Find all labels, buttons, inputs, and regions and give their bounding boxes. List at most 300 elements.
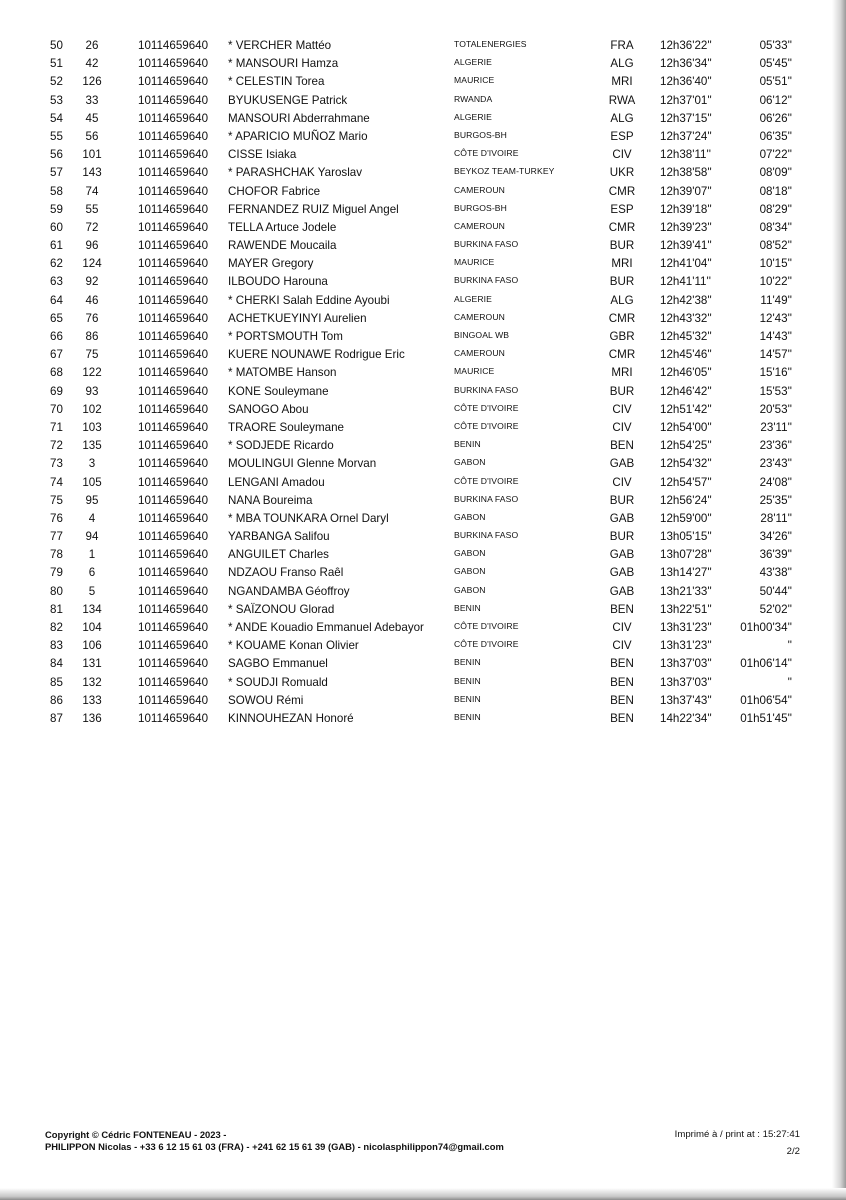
bib-cell: 3 <box>88 457 96 471</box>
uci-id-cell: 10114659640 <box>138 475 209 489</box>
table-row <box>0 255 846 273</box>
rank-cell: 60 <box>50 220 63 234</box>
table-row <box>0 474 846 492</box>
table-row <box>0 37 846 55</box>
nation-cell: BEN <box>610 693 634 707</box>
gap-cell: 08'09'' <box>759 166 792 180</box>
bib-cell: 72 <box>85 220 99 234</box>
uci-id-cell: 10114659640 <box>138 439 209 453</box>
rank-cell: 87 <box>50 711 63 725</box>
bib-cell: 76 <box>85 311 99 325</box>
time-cell: 13h37'03'' <box>660 675 712 689</box>
uci-id-cell: 10114659640 <box>138 75 209 89</box>
uci-id-cell: 10114659640 <box>138 129 209 143</box>
gap-cell: 10'15'' <box>759 257 792 271</box>
table-row <box>0 364 846 382</box>
time-cell: 12h39'41'' <box>660 239 712 253</box>
nation-cell: GAB <box>609 457 635 471</box>
table-row <box>0 346 846 364</box>
uci-id-cell: 10114659640 <box>138 239 209 253</box>
table-row <box>0 710 846 728</box>
rider-name-cell: * CHERKI Salah Eddine Ayoubi <box>228 293 390 307</box>
uci-id-cell: 10114659640 <box>138 148 209 162</box>
bib-cell: 133 <box>82 693 102 707</box>
rank-cell: 71 <box>50 420 63 434</box>
rider-name-cell: TELLA Artuce Jodele <box>228 220 337 234</box>
team-cell: CÔTE D'IVOIRE <box>454 621 519 631</box>
gap-cell: 08'52'' <box>759 239 792 253</box>
nation-cell: ESP <box>610 129 634 143</box>
rank-cell: 78 <box>50 548 63 562</box>
rider-name-cell: NGANDAMBA Géoffroy <box>228 584 350 598</box>
gap-cell: 08'34'' <box>759 220 792 234</box>
table-row <box>0 146 846 164</box>
team-cell: BURGOS-BH <box>454 202 507 213</box>
table-row <box>0 219 846 237</box>
gap-cell: 01h00'34'' <box>740 621 792 634</box>
uci-id-cell: 10114659640 <box>138 511 209 525</box>
time-cell: 13h31'23'' <box>660 621 712 634</box>
page-edge-shadow-right <box>832 0 846 1200</box>
table-row <box>0 437 846 455</box>
time-cell: 12h42'38'' <box>660 293 712 307</box>
bib-cell: 45 <box>85 111 99 125</box>
rank-cell: 56 <box>50 148 63 162</box>
bib-cell: 75 <box>85 348 99 362</box>
bib-cell: 134 <box>82 602 102 616</box>
uci-id-cell: 10114659640 <box>138 275 209 289</box>
nation-cell: CIV <box>612 639 632 653</box>
table-row <box>0 619 846 637</box>
gap-cell: 14'43'' <box>759 330 792 343</box>
rider-name-cell: * ANDE Kouadio Emmanuel Adebayor <box>228 621 424 634</box>
rider-name-cell: * MANSOURI Hamza <box>228 57 339 71</box>
nation-cell: BEN <box>610 657 634 671</box>
table-row <box>0 637 846 655</box>
table-row <box>0 492 846 510</box>
uci-id-cell: 10114659640 <box>138 293 209 307</box>
rider-name-cell: KINNOUHEZAN Honoré <box>228 711 354 725</box>
uci-id-cell: 10114659640 <box>138 675 209 689</box>
rank-cell: 51 <box>50 57 63 71</box>
table-row <box>0 164 846 182</box>
bib-cell: 104 <box>82 621 102 634</box>
results-table <box>0 37 846 728</box>
uci-id-cell: 10114659640 <box>138 493 209 507</box>
rider-name-cell: TRAORE Souleymane <box>228 420 344 434</box>
nation-cell: ESP <box>610 202 634 216</box>
team-cell: RWANDA <box>454 93 493 104</box>
gap-cell: 01h06'14'' <box>740 657 792 671</box>
uci-id-cell: 10114659640 <box>138 166 209 180</box>
uci-id-cell: 10114659640 <box>138 220 209 234</box>
nation-cell: BEN <box>610 675 634 689</box>
time-cell: 14h22'34'' <box>660 711 712 725</box>
team-cell: BURKINA FASO <box>454 530 519 541</box>
gap-cell: 23'36'' <box>759 439 792 453</box>
rider-name-cell: MOULINGUI Glenne Morvan <box>228 457 377 471</box>
uci-id-cell: 10114659640 <box>138 621 209 634</box>
rank-cell: 73 <box>50 457 63 471</box>
uci-id-cell: 10114659640 <box>138 111 209 125</box>
print-time: Imprimé à / print at : 15:27:41 <box>674 1129 800 1140</box>
nation-cell: CIV <box>612 402 632 416</box>
bib-cell: 55 <box>85 202 99 216</box>
gap-cell: 36'39'' <box>759 548 792 562</box>
rider-name-cell: * PARASHCHAK Yaroslav <box>228 166 363 180</box>
bib-cell: 4 <box>88 511 96 525</box>
gap-cell: 52'02'' <box>759 602 792 616</box>
time-cell: 12h39'18'' <box>660 202 712 216</box>
rank-cell: 76 <box>50 511 63 525</box>
team-cell: ALGERIE <box>454 111 492 122</box>
team-cell: CAMEROUN <box>454 220 505 231</box>
nation-cell: CMR <box>608 311 636 325</box>
time-cell: 12h46'05'' <box>660 366 712 380</box>
team-cell: GABON <box>454 548 486 559</box>
team-cell: BURGOS-BH <box>454 129 507 140</box>
rider-name-cell: KONE Souleymane <box>228 384 329 398</box>
rider-name-cell: KUERE NOUNAWE Rodrigue Eric <box>228 348 405 362</box>
time-cell: 12h43'32'' <box>660 311 712 325</box>
gap-cell: 28'11'' <box>760 511 792 525</box>
table-row <box>0 183 846 201</box>
bib-cell: 95 <box>85 493 99 507</box>
table-row <box>0 110 846 128</box>
gap-cell: 34'26'' <box>759 530 792 544</box>
team-cell: BENIN <box>454 439 481 450</box>
bib-cell: 143 <box>82 166 102 180</box>
gap-cell: 01h06'54'' <box>740 693 792 707</box>
rank-cell: 77 <box>50 530 63 544</box>
time-cell: 13h22'51'' <box>660 602 712 616</box>
team-cell: BENIN <box>454 693 481 704</box>
table-row <box>0 273 846 291</box>
time-cell: 13h05'15'' <box>660 530 712 544</box>
gap-cell: 25'35'' <box>759 493 792 507</box>
time-cell: 12h38'58'' <box>660 166 712 180</box>
time-cell: 13h37'43'' <box>660 693 712 707</box>
time-cell: 12h41'11'' <box>660 275 711 289</box>
nation-cell: BEN <box>610 602 634 616</box>
rank-cell: 55 <box>50 129 63 143</box>
rider-name-cell: RAWENDE Moucaila <box>228 239 337 253</box>
nation-cell: MRI <box>611 366 633 380</box>
uci-id-cell: 10114659640 <box>138 366 209 380</box>
rider-name-cell: CISSE Isiaka <box>228 148 297 162</box>
table-row <box>0 310 846 328</box>
rider-name-cell: MANSOURI Abderrahmane <box>228 111 370 125</box>
nation-cell: BUR <box>609 384 635 398</box>
uci-id-cell: 10114659640 <box>138 57 209 71</box>
rider-name-cell: * SOUDJI Romuald <box>228 675 328 689</box>
bib-cell: 126 <box>82 75 102 89</box>
nation-cell: ALG <box>610 293 634 307</box>
rider-name-cell: * MATOMBE Hanson <box>228 366 337 380</box>
uci-id-cell: 10114659640 <box>138 202 209 216</box>
team-cell: CAMEROUN <box>454 348 505 359</box>
bib-cell: 46 <box>85 293 99 307</box>
gap-cell: 06'12'' <box>759 93 792 107</box>
page-number: 2/2 <box>786 1146 800 1157</box>
table-row <box>0 383 846 401</box>
nation-cell: BUR <box>609 239 635 253</box>
rider-name-cell: SANOGO Abou <box>228 402 309 416</box>
nation-cell: GAB <box>609 548 635 562</box>
rider-name-cell: YARBANGA Salifou <box>228 530 330 544</box>
rider-name-cell: * VERCHER Mattéo <box>228 39 332 52</box>
time-cell: 12h36'40'' <box>660 75 712 89</box>
nation-cell: CIV <box>612 475 632 489</box>
rank-cell: 61 <box>50 239 63 253</box>
bib-cell: 132 <box>82 675 102 689</box>
rank-cell: 82 <box>50 621 63 634</box>
rider-name-cell: * CELESTIN Torea <box>228 75 325 89</box>
uci-id-cell: 10114659640 <box>138 693 209 707</box>
gap-cell: 10'22'' <box>759 275 792 289</box>
rank-cell: 62 <box>50 257 63 271</box>
team-cell: BEYKOZ TEAM-TURKEY <box>454 166 555 177</box>
bib-cell: 5 <box>88 584 96 598</box>
nation-cell: CIV <box>612 420 632 434</box>
uci-id-cell: 10114659640 <box>138 530 209 544</box>
uci-id-cell: 10114659640 <box>138 548 209 562</box>
team-cell: BENIN <box>454 657 481 668</box>
rider-name-cell: SOWOU Rémi <box>228 693 304 707</box>
table-row <box>0 401 846 419</box>
gap-cell: '' <box>787 639 792 653</box>
time-cell: 12h54'32'' <box>660 457 712 471</box>
gap-cell: 07'22'' <box>759 148 792 162</box>
time-cell: 12h41'04'' <box>660 257 712 271</box>
team-cell: ALGERIE <box>454 57 492 68</box>
table-row <box>0 128 846 146</box>
rank-cell: 79 <box>50 566 63 580</box>
table-row <box>0 55 846 73</box>
nation-cell: GAB <box>609 566 635 580</box>
bib-cell: 103 <box>82 420 102 434</box>
page-edge-shadow-bottom <box>0 1188 846 1200</box>
gap-cell: 50'44'' <box>759 584 792 598</box>
uci-id-cell: 10114659640 <box>138 311 209 325</box>
team-cell: CÔTE D'IVOIRE <box>454 148 519 159</box>
gap-cell: 06'26'' <box>759 111 792 125</box>
nation-cell: MRI <box>611 75 633 89</box>
uci-id-cell: 10114659640 <box>138 384 209 398</box>
time-cell: 12h37'01'' <box>660 93 712 107</box>
uci-id-cell: 10114659640 <box>138 711 209 725</box>
rank-cell: 75 <box>50 493 63 507</box>
rank-cell: 83 <box>50 639 63 653</box>
nation-cell: RWA <box>608 93 636 107</box>
rider-name-cell: * PORTSMOUTH Tom <box>228 330 343 343</box>
gap-cell: 08'29'' <box>759 202 792 216</box>
gap-cell: 23'43'' <box>759 457 792 471</box>
gap-cell: 05'51'' <box>759 75 792 89</box>
rank-cell: 68 <box>50 366 63 380</box>
time-cell: 13h37'03'' <box>660 657 712 671</box>
nation-cell: UKR <box>609 166 635 180</box>
uci-id-cell: 10114659640 <box>138 402 209 416</box>
time-cell: 13h07'28'' <box>660 548 712 562</box>
team-cell: CÔTE D'IVOIRE <box>454 639 519 650</box>
bib-cell: 1 <box>88 548 96 562</box>
uci-id-cell: 10114659640 <box>138 330 209 343</box>
gap-cell: 12'43'' <box>759 311 792 325</box>
bib-cell: 74 <box>85 184 99 198</box>
bib-cell: 92 <box>85 275 99 289</box>
time-cell: 12h56'24'' <box>660 493 712 507</box>
rider-name-cell: BYUKUSENGE Patrick <box>228 93 348 107</box>
gap-cell: 23'11'' <box>760 420 792 434</box>
time-cell: 12h46'42'' <box>660 384 712 398</box>
nation-cell: BUR <box>609 493 635 507</box>
rank-cell: 67 <box>50 348 63 362</box>
nation-cell: BUR <box>609 275 635 289</box>
gap-cell: 01h51'45'' <box>740 711 792 725</box>
time-cell: 13h21'33'' <box>660 584 712 598</box>
table-row <box>0 583 846 601</box>
table-row <box>0 328 846 346</box>
copyright-line: Copyright © Cédric FONTENEAU - 2023 - <box>45 1129 227 1140</box>
time-cell: 12h39'07'' <box>660 184 712 198</box>
rider-name-cell: ILBOUDO Harouna <box>228 275 328 289</box>
team-cell: BENIN <box>454 711 481 722</box>
gap-cell: 06'35'' <box>759 129 792 143</box>
rider-name-cell: * APARICIO MUÑOZ Mario <box>228 129 368 143</box>
bib-cell: 33 <box>85 93 99 107</box>
bib-cell: 122 <box>82 366 102 380</box>
team-cell: MAURICE <box>454 75 495 86</box>
table-row <box>0 73 846 91</box>
rank-cell: 52 <box>50 75 63 89</box>
team-cell: GABON <box>454 584 486 595</box>
uci-id-cell: 10114659640 <box>138 639 209 653</box>
team-cell: CAMEROUN <box>454 184 505 195</box>
table-row <box>0 201 846 219</box>
time-cell: 12h38'11'' <box>660 148 711 162</box>
rider-name-cell: * MBA TOUNKARA Ornel Daryl <box>228 511 389 525</box>
team-cell: CÔTE D'IVOIRE <box>454 402 519 413</box>
team-cell: CÔTE D'IVOIRE <box>454 420 519 431</box>
rider-name-cell: NDZAOU Franso Raêl <box>228 566 344 580</box>
table-row <box>0 601 846 619</box>
nation-cell: GBR <box>609 330 635 343</box>
gap-cell: 24'08'' <box>759 475 792 489</box>
uci-id-cell: 10114659640 <box>138 566 209 580</box>
footer-credits <box>45 1129 504 1153</box>
rank-cell: 69 <box>50 384 63 398</box>
bib-cell: 56 <box>85 129 99 143</box>
time-cell: 12h54'25'' <box>660 439 712 453</box>
rank-cell: 84 <box>50 657 63 671</box>
rider-name-cell: FERNANDEZ RUIZ Miguel Angel <box>228 202 399 216</box>
nation-cell: CMR <box>608 184 636 198</box>
rank-cell: 80 <box>50 584 63 598</box>
team-cell: BENIN <box>454 675 481 686</box>
gap-cell: 43'38'' <box>759 566 792 580</box>
time-cell: 12h45'32'' <box>660 330 712 343</box>
nation-cell: CIV <box>612 148 632 162</box>
rider-name-cell: * SODJEDE Ricardo <box>228 439 334 453</box>
gap-cell: 20'53'' <box>759 402 792 416</box>
nation-cell: BEN <box>610 439 634 453</box>
uci-id-cell: 10114659640 <box>138 602 209 616</box>
gap-cell: 11'49'' <box>760 293 792 307</box>
bib-cell: 135 <box>82 439 102 453</box>
rank-cell: 63 <box>50 275 63 289</box>
table-row <box>0 528 846 546</box>
bib-cell: 105 <box>82 475 102 489</box>
bib-cell: 96 <box>85 239 99 253</box>
time-cell: 13h14'27'' <box>660 566 712 580</box>
rider-name-cell: NANA Boureima <box>228 493 313 507</box>
uci-id-cell: 10114659640 <box>138 420 209 434</box>
team-cell: GABON <box>454 457 486 468</box>
nation-cell: FRA <box>610 39 634 52</box>
uci-id-cell: 10114659640 <box>138 657 209 671</box>
time-cell: 12h36'34'' <box>660 57 712 71</box>
uci-id-cell: 10114659640 <box>138 184 209 198</box>
time-cell: 12h54'00'' <box>660 420 712 434</box>
rider-name-cell: MAYER Gregory <box>228 257 314 271</box>
bib-cell: 86 <box>85 330 99 343</box>
time-cell: 12h54'57'' <box>660 475 712 489</box>
bib-cell: 102 <box>82 402 102 416</box>
rank-cell: 72 <box>50 439 63 453</box>
rank-cell: 70 <box>50 402 63 416</box>
team-cell: CÔTE D'IVOIRE <box>454 475 519 486</box>
rider-name-cell: ACHETKUEYINYI Aurelien <box>228 311 367 325</box>
table-row <box>0 92 846 110</box>
rider-name-cell: LENGANI Amadou <box>228 475 325 489</box>
time-cell: 12h45'46'' <box>660 348 712 362</box>
bib-cell: 106 <box>82 639 102 653</box>
rank-cell: 86 <box>50 693 63 707</box>
bib-cell: 94 <box>85 530 99 544</box>
bib-cell: 6 <box>88 566 96 580</box>
table-row <box>0 237 846 255</box>
table-row <box>0 692 846 710</box>
table-row <box>0 510 846 528</box>
gap-cell: 15'16'' <box>759 366 792 380</box>
table-row <box>0 564 846 582</box>
bib-cell: 124 <box>82 257 102 271</box>
rank-cell: 59 <box>50 202 63 216</box>
rank-cell: 57 <box>50 166 63 180</box>
bib-cell: 101 <box>82 148 102 162</box>
rider-name-cell: * KOUAME Konan Olivier <box>228 639 359 653</box>
gap-cell: 14'57'' <box>759 348 792 362</box>
bib-cell: 93 <box>85 384 99 398</box>
time-cell: 13h31'23'' <box>660 639 712 653</box>
nation-cell: GAB <box>609 511 635 525</box>
rider-name-cell: SAGBO Emmanuel <box>228 657 328 671</box>
rank-cell: 64 <box>50 293 63 307</box>
team-cell: BURKINA FASO <box>454 493 519 504</box>
nation-cell: GAB <box>609 584 635 598</box>
team-cell: BINGOAL WB <box>454 330 510 340</box>
time-cell: 12h37'24'' <box>660 129 712 143</box>
nation-cell: CMR <box>608 348 636 362</box>
uci-id-cell: 10114659640 <box>138 348 209 362</box>
rank-cell: 85 <box>50 675 63 689</box>
team-cell: ALGERIE <box>454 293 492 304</box>
team-cell: GABON <box>454 566 486 577</box>
nation-cell: MRI <box>611 257 633 271</box>
table-row <box>0 455 846 473</box>
bib-cell: 131 <box>82 657 102 671</box>
